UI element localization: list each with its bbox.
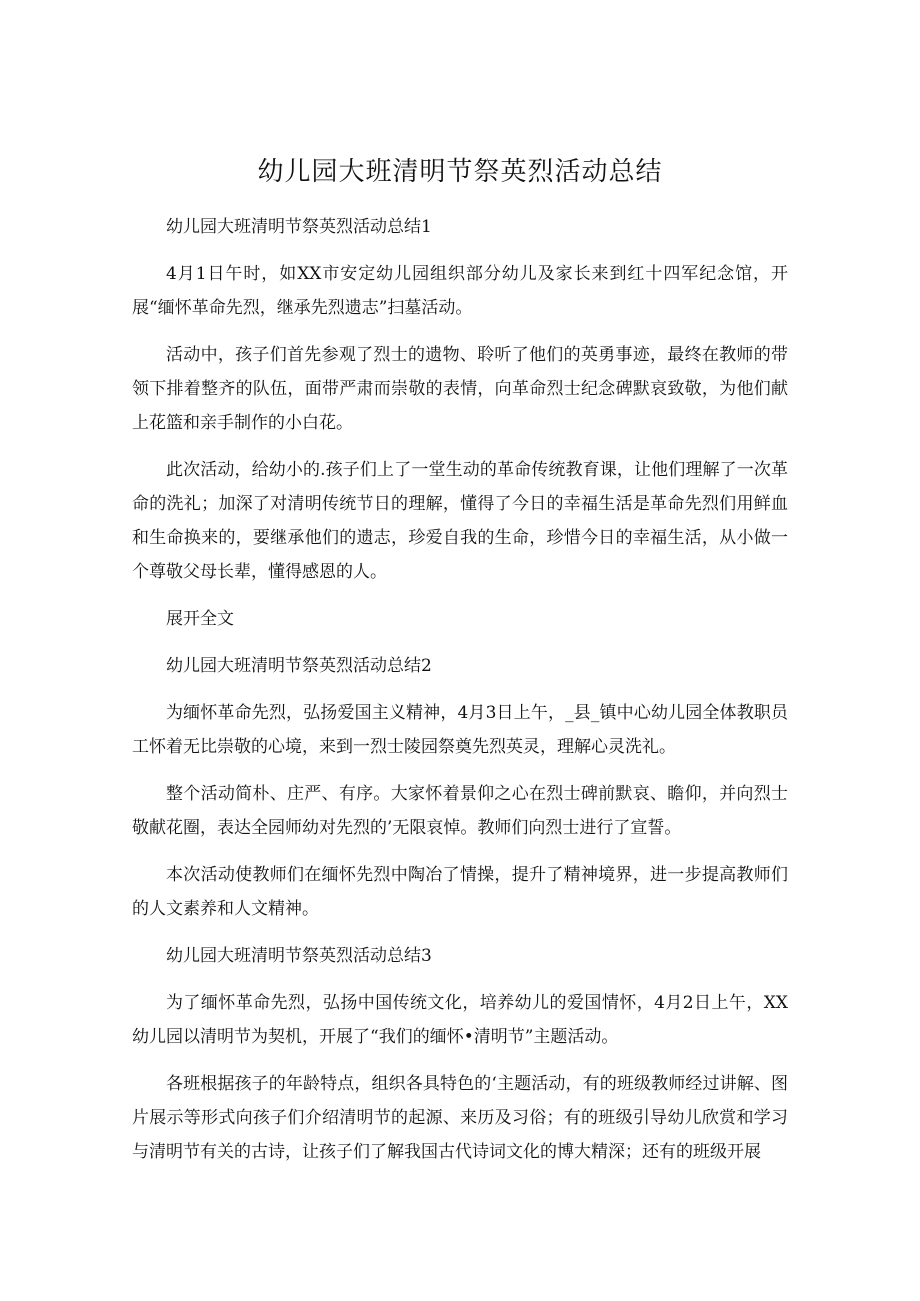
document-title: 幼儿园大班清明节祭英烈活动总结 [257,157,663,187]
paragraph: 4月1日午时，如XX市安定幼儿园组织部分幼儿及家长来到红十四军纪念馆，开展“缅怀革命先烈，继承先烈遗志”扫墓活动。 [132,264,788,318]
paragraph: 本次活动使教师们在缅怀先烈中陶冶了情操，提升了精神境界，进一步提高教师们的人文素养和人文精神。 [132,865,788,919]
expand-full-text-link[interactable]: 展开全文 [166,609,234,629]
section-heading-1: 幼儿园大班清明节祭英烈活动总结1 [166,217,432,237]
paragraph: 为缅怀革命先烈，弘扬爱国主义精神，4月3日上午，_县_镇中心幼儿园全体教职员工怀着无比崇敬的心境，来到一烈士陵园祭奠先烈英灵，理解心灵洗礼。 [132,703,788,757]
paragraph: 活动中，孩子们首先参观了烈士的遗物、聆听了他们的英勇事迹，最终在教师的带领下排着整齐的队伍，面带严肃而崇敬的表情，向革命烈士纪念碑默哀致敬，为他们献上花篮和亲手制作的小白花。 [132,345,788,433]
section-heading-3: 幼儿园大班清明节祭英烈活动总结3 [166,946,432,966]
paragraph: 各班根据孩子的年龄特点，组织各具特色的‘主题活动，有的班级教师经过讲解、图片展示等形式向孩子们介绍清明节的起源、来历及习俗；有的班级引导幼儿欣赏和学习与清明节有关的古诗，让孩子们了解我国古代诗词文化的博大精深；还有的班级开展 [132,1074,788,1162]
paragraph: 为了缅怀革命先烈，弘扬中国传统文化，培养幼儿的爱国情怀，4月2日上午，XX幼儿园以清明节为契机，开展了“我们的缅怀•清明节”主题活动。 [132,993,788,1047]
paragraph: 整个活动简朴、庄严、有序。大家怀着景仰之心在烈士碑前默哀、瞻仰，并向烈士敬献花圈，表达全园师幼对先烈的’无限哀悼。教师们向烈士进行了宣誓。 [132,784,788,838]
paragraph: 此次活动，给幼小的.孩子们上了一堂生动的革命传统教育课，让他们理解了一次革命的洗礼；加深了对清明传统节日的理解，懂得了今日的幸福生活是革命先烈们用鲜血和生命换来的，要继承他们的遗志，珍爱自我的生命，珍惜今日的幸福生活，从小做一个尊敬父母长辈，懂得感恩的人。 [132,460,788,582]
section-heading-2: 幼儿园大班清明节祭英烈活动总结2 [166,656,432,676]
